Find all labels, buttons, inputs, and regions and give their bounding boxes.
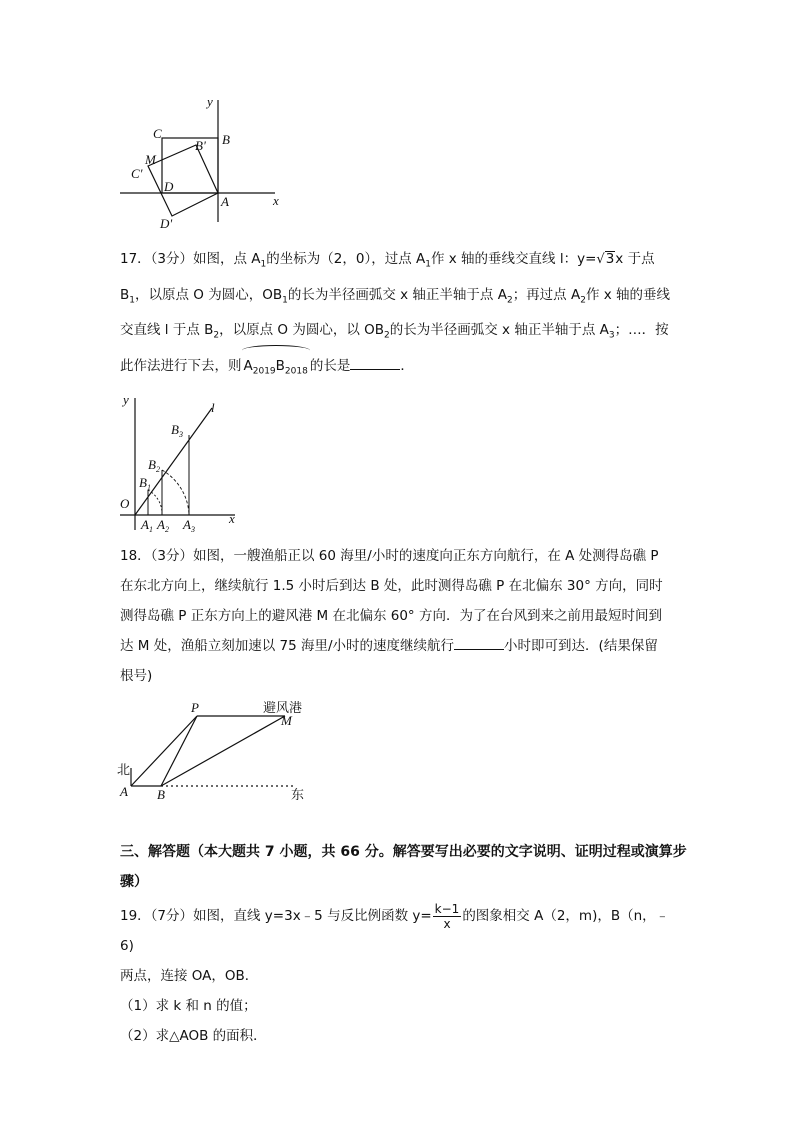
- figure-18-navigation: [115, 698, 315, 804]
- q19-line-3: （1）求 k 和 n 的值；: [120, 998, 257, 1014]
- q18-line-2: 在东北方向上，继续航行 1.5 小时后到达 B 处，此时测得岛礁 P 在北偏东 30° 方向，同时: [120, 578, 663, 594]
- label-north: 北: [117, 763, 131, 778]
- label-c-prime: C': [131, 166, 143, 181]
- label-a3-main: A: [183, 517, 191, 532]
- q18-line-4: [120, 631, 680, 661]
- label-c: C: [153, 126, 162, 141]
- label-b3: [171, 422, 183, 439]
- label-east: 东: [291, 788, 305, 803]
- q17-sub: 1: [282, 295, 288, 306]
- fraction-numerator: k−1: [434, 901, 460, 916]
- sqrt-3: 3: [605, 251, 615, 267]
- label-a1-sub: 1: [148, 525, 153, 534]
- q19-text: 19．（7分）如图，直线 y=3x﹣5 与反比例函数 y=: [120, 908, 432, 924]
- answer-blank[interactable]: [350, 355, 400, 370]
- segment-ap: [131, 716, 197, 786]
- q17-line-3: [120, 315, 680, 351]
- q17-line-4: [120, 351, 680, 387]
- arc-2: [162, 470, 189, 515]
- q17-sub: 2: [213, 331, 220, 342]
- q17-sub: 1: [260, 259, 267, 270]
- q17-sub: 1: [425, 259, 431, 270]
- square-rotated: [148, 145, 218, 216]
- label-b1-main: B: [139, 475, 147, 490]
- label-b: B: [157, 787, 165, 802]
- q17-text: ，以原点 O 为圆心，OB: [135, 286, 283, 303]
- label-b: B: [222, 132, 230, 147]
- fraction-k-minus-1-over-x: [433, 902, 462, 931]
- label-harbor: 避风港: [263, 701, 303, 716]
- label-p: P: [191, 700, 199, 715]
- q17-text: 作 x 轴的垂线交直线 l：y=: [430, 251, 597, 267]
- label-b1: [139, 475, 151, 492]
- q17-sub: 1: [129, 295, 135, 306]
- label-a2-main: A: [157, 517, 165, 532]
- figure-17-arcs: [115, 390, 255, 535]
- arc-a2019-b2018: [242, 351, 310, 387]
- label-b-prime: B': [195, 138, 206, 153]
- q17-text: ，以原点 O 为圆心，以 OB: [219, 322, 385, 339]
- q17-text: 的长为半径画弧交 x 轴正半轴于点 A: [389, 322, 609, 339]
- question-17: [120, 244, 680, 387]
- q17-sub: 2: [580, 295, 586, 306]
- label-b3-main: B: [171, 422, 179, 437]
- label-x: x: [229, 511, 235, 526]
- label-y: y: [207, 94, 213, 109]
- label-y: y: [123, 392, 129, 407]
- figure-16-square-rotation: [115, 92, 295, 232]
- section-3-line-1: 三、解答题（本大题共 7 小题，共 66 分。解答要写出必要的文字说明、证明过程或演算步: [120, 844, 687, 860]
- q17-text: 17．（3分）如图，点 A: [120, 251, 261, 267]
- section-3-line-2: 骤）: [120, 874, 148, 890]
- arc-b-sub: 2018: [284, 366, 308, 377]
- q17-text: B: [120, 286, 130, 303]
- fraction-denominator: x: [443, 916, 451, 931]
- q17-text: x 于点: [615, 251, 655, 267]
- q19-line-1: [120, 901, 680, 961]
- label-a: A: [221, 194, 229, 209]
- label-x: x: [273, 193, 279, 208]
- q17-text: 交直线 l 于点 B: [120, 322, 214, 339]
- label-d-prime: D': [160, 216, 173, 231]
- label-a3: [182, 517, 195, 534]
- q18-text: 小时即可到达．(结果保留: [504, 638, 658, 654]
- q17-text: 的坐标为（2，0），过点 A: [266, 251, 426, 267]
- label-a: A: [120, 784, 128, 799]
- label-l: l: [211, 400, 215, 415]
- label-a1: [140, 517, 153, 534]
- arc-a: A: [243, 358, 253, 375]
- q17-sub: 3: [608, 331, 615, 342]
- q18-line-3: 测得岛礁 P 正东方向上的避风港 M 在北偏东 60° 方向．为了在台风到来之前用最短时间到: [120, 608, 662, 624]
- label-a1-main: A: [141, 517, 149, 532]
- q17-text: 此作法进行下去，则: [120, 358, 242, 375]
- label-b3-sub: 3: [178, 430, 183, 439]
- label-o: O: [120, 496, 130, 511]
- arc-b: B: [275, 358, 285, 375]
- q19-line-4: （2）求△AOB 的面积．: [120, 1028, 267, 1044]
- section-3-heading: [120, 837, 700, 897]
- q17-line-2: [120, 280, 680, 316]
- label-m: M: [145, 152, 156, 167]
- label-b2-main: B: [148, 457, 156, 472]
- label-a3-sub: 3: [190, 525, 195, 534]
- q17-sub: 2: [506, 295, 513, 306]
- q17-sub: 2: [384, 331, 390, 342]
- label-d: D: [164, 179, 174, 194]
- q17-text: 的长是: [309, 358, 351, 375]
- q17-text: 作 x 轴的垂线: [585, 286, 671, 303]
- label-a2-sub: 2: [164, 525, 169, 534]
- q17-text: ；再过点 A: [512, 286, 581, 303]
- question-18: [120, 541, 680, 691]
- q19-text: 的图象相交 A（2，m)，B（n，﹣6): [120, 908, 670, 954]
- answer-blank[interactable]: [454, 635, 504, 650]
- arc-a-sub: 2019: [252, 366, 276, 377]
- q18-text: 达 M 处，渔船立刻加速以 75 海里/小时的速度继续航行: [120, 638, 455, 654]
- q18-line-1: 18．（3分）如图，一艘渔船正以 60 海里/小时的速度向正东方向航行，在 A 处测得岛礁 P: [120, 548, 659, 564]
- label-a2: [156, 517, 169, 534]
- q17-line-1: 17．（3分）如图，点 $A_1$的坐标为（2，0），过点 $A_1$作 x 轴的垂线交直线 l：y=√3x 于点: [120, 251, 655, 270]
- q18-line-5: 根号): [120, 668, 153, 684]
- q17-text: ；…．按: [614, 322, 669, 339]
- label-m: M: [281, 713, 292, 728]
- label-b1-sub: 1: [146, 483, 151, 492]
- q19-line-2: 两点，连接 OA，OB．: [120, 968, 259, 984]
- label-b2-sub: 2: [155, 465, 160, 474]
- label-b2: [148, 457, 160, 474]
- q17-text: ．: [400, 358, 414, 375]
- q17-text: 的长为半径画弧交 x 轴正半轴于点 A: [287, 286, 507, 303]
- question-19: [120, 901, 680, 1051]
